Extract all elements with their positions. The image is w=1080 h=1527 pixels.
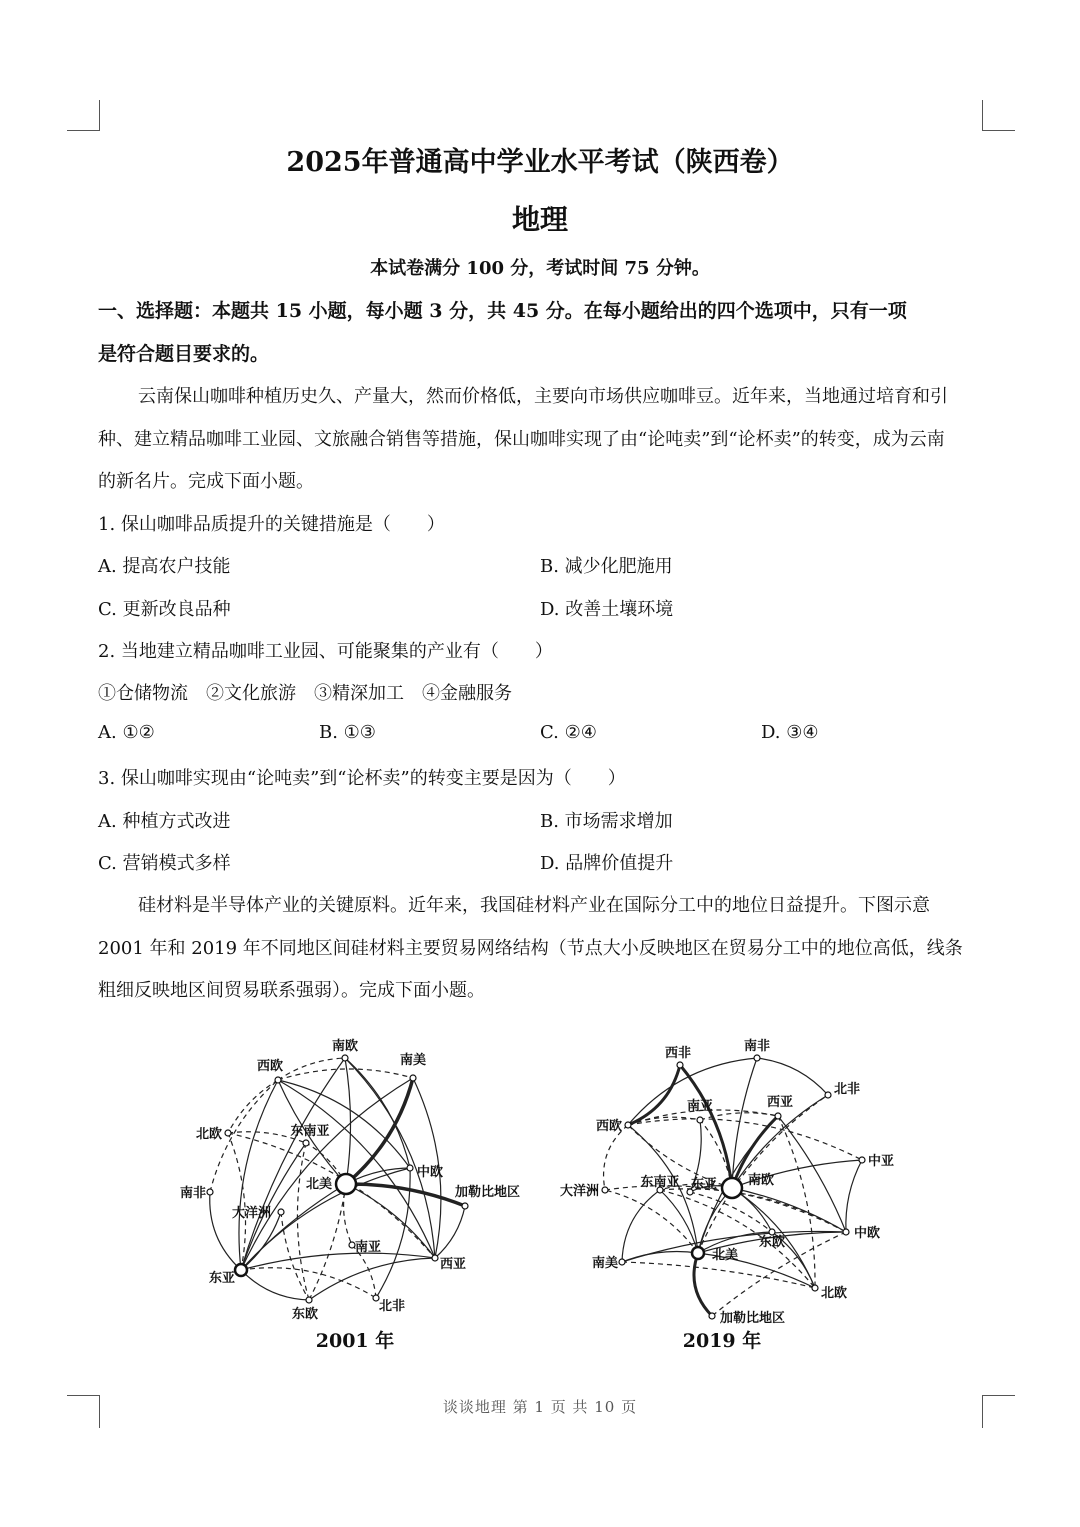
net2019-node-2 xyxy=(825,1092,831,1098)
question-1-option-b: B. 减少化肥施用 xyxy=(540,556,673,577)
net2001-node-label: 中欧 xyxy=(416,1165,444,1180)
net2001-link-9 xyxy=(309,1184,346,1300)
question-3-option-d: D. 品牌价值提升 xyxy=(540,853,674,874)
net2019-node-0 xyxy=(677,1062,683,1068)
net2019-node-16 xyxy=(709,1313,715,1319)
net2001-link-36 xyxy=(281,1212,309,1300)
caption-2019: 2019 年 xyxy=(682,1330,762,1352)
question-3-stem: 3. 保山咖啡实现由“论吨卖”到“论杯卖”的转变主要是因为（ ） xyxy=(98,768,626,789)
net2019-link-3 xyxy=(694,1253,712,1316)
question-1-option-d: D. 改善土壤环境 xyxy=(540,599,674,620)
net2019-node-label: 西亚 xyxy=(766,1095,794,1110)
question-3-option-c: C. 营销模式多样 xyxy=(98,853,231,874)
net2001-node-label: 东欧 xyxy=(291,1307,319,1322)
net2001-link-29 xyxy=(228,1133,435,1258)
net2019-link-28 xyxy=(604,1125,628,1190)
net2019-node-1 xyxy=(754,1055,760,1061)
net2019-node-6 xyxy=(859,1157,865,1163)
passage2-line-3: 粗细反映地区间贸易联系强弱）。完成下面小题。 xyxy=(98,980,485,1001)
net2019-node-3 xyxy=(697,1117,703,1123)
net2019-link-27 xyxy=(628,1119,862,1160)
net2001-node-label: 大洋洲 xyxy=(231,1206,271,1221)
net2019-node-13 xyxy=(692,1247,704,1259)
caption-2001: 2001 年 xyxy=(315,1330,395,1352)
net2001-node-label: 北非 xyxy=(378,1299,406,1314)
section-heading-line-2: 是符合题目要求的。 xyxy=(98,343,270,365)
exam-title: 2025年普通高中学业水平考试（陕西卷） xyxy=(286,147,794,178)
net2019-node-label: 加勒比地区 xyxy=(720,1311,786,1326)
net2019-node-label: 南非 xyxy=(743,1039,771,1054)
net2019-link-21 xyxy=(622,1252,698,1262)
net2019-node-label: 北非 xyxy=(834,1082,861,1097)
net2019-node-label: 东亚 xyxy=(690,1177,718,1192)
net2001-link-18 xyxy=(241,1268,376,1298)
net2019-link-37 xyxy=(757,1058,828,1095)
trade-network-figure xyxy=(180,1030,920,1360)
net2001-node-label: 西欧 xyxy=(256,1059,284,1074)
question-2-option-d: D. ③④ xyxy=(761,722,819,743)
net2001-node-label: 东亚 xyxy=(208,1271,235,1286)
net2019-node-label: 西非 xyxy=(664,1046,692,1061)
question-3-option-b: B. 市场需求增加 xyxy=(540,811,673,832)
question-2-items: ①仓储物流 ②文化旅游 ③精深加工 ④金融服务 xyxy=(98,683,512,704)
passage1-line-3: 的新名片。完成下面小题。 xyxy=(98,471,314,492)
net2001-node-label: 北欧 xyxy=(195,1127,222,1142)
net2019-node-14 xyxy=(619,1259,625,1265)
crop-mark-top-left xyxy=(67,100,100,131)
net2001-node-label: 南非 xyxy=(180,1186,206,1201)
net2001-link-8 xyxy=(241,1184,346,1270)
net2019-node-label: 中欧 xyxy=(854,1226,881,1241)
net2001-node-12 xyxy=(235,1264,247,1276)
net2019-node-label: 南欧 xyxy=(748,1173,775,1188)
net2019-node-label: 南美 xyxy=(591,1256,618,1271)
net2001-node-8 xyxy=(207,1189,213,1195)
net2001-node-label: 南美 xyxy=(399,1053,427,1068)
question-2-option-c: C. ②④ xyxy=(540,722,597,743)
net2001-link-17 xyxy=(241,1270,309,1300)
question-2-stem: 2. 当地建立精品咖啡工业园、可能聚集的产业有（ ） xyxy=(98,641,553,662)
page-footer: 谈谈地理 第 1 页 共 10 页 xyxy=(442,1398,638,1416)
net2001-node-label: 西亚 xyxy=(439,1257,467,1272)
net2001-node-4 xyxy=(303,1140,309,1146)
net2019-node-label: 东欧 xyxy=(758,1235,786,1250)
crop-mark-top-right xyxy=(982,100,1015,131)
net2019-node-label: 北美 xyxy=(712,1248,739,1263)
net2001-node-13 xyxy=(306,1297,312,1303)
question-3-option-a: A. 种植方式改进 xyxy=(98,811,231,832)
net2001-link-30 xyxy=(210,1192,241,1270)
net2019-node-15 xyxy=(812,1285,818,1291)
passage1-line-1: 云南保山咖啡种植历史久、产量大，然而价格低，主要向市场供应咖啡豆。近年来，当地通过培育和引 xyxy=(138,386,948,407)
question-2-option-a: A. ①② xyxy=(98,722,155,743)
net2001-link-13 xyxy=(228,1133,246,1270)
net2019-node-label: 中亚 xyxy=(868,1154,895,1169)
net2001-node-9 xyxy=(278,1209,284,1215)
net2001-link-1 xyxy=(346,1184,465,1206)
passage2-line-2: 2001 年和 2019 年不同地区间硅材料主要贸易网络结构（节点大小反映地区在贸易分工中的地位高低，线条 xyxy=(98,938,963,959)
net2001-link-2 xyxy=(345,1058,351,1184)
net2019-node-12 xyxy=(843,1229,849,1235)
net2001-node-0 xyxy=(342,1055,348,1061)
net2001-link-22 xyxy=(228,1080,278,1133)
net2019-node-label: 大洋洲 xyxy=(559,1184,599,1199)
net2019-node-5 xyxy=(625,1122,631,1128)
subject-title: 地理 xyxy=(511,203,568,236)
question-1-option-c: C. 更新改良品种 xyxy=(98,599,231,620)
net2019-link-30 xyxy=(660,1190,815,1288)
question-1-stem: 1. 保山咖啡品质提升的关键措施是（ ） xyxy=(98,514,445,535)
net2001-node-label: 南欧 xyxy=(331,1039,359,1054)
net2019-node-label: 西欧 xyxy=(595,1119,622,1134)
net2019-node-10 xyxy=(722,1178,742,1198)
section-heading-line-1: 一、选择题：本题共 15 小题，每小题 3 分，共 45 分。在每小题给出的四个选项中，只有一项 xyxy=(98,300,907,322)
net2019-node-label: 北欧 xyxy=(821,1286,848,1301)
net2001-node-2 xyxy=(275,1077,281,1083)
net2019-link-43 xyxy=(846,1160,862,1232)
net2019-link-29 xyxy=(660,1189,846,1232)
net2001-node-1 xyxy=(410,1075,416,1081)
net2019-link-31 xyxy=(622,1190,660,1262)
net2001-node-label: 加勒比地区 xyxy=(455,1185,521,1200)
question-1-option-a: A. 提高农户技能 xyxy=(98,556,231,577)
net2019-node-label: 东南亚 xyxy=(640,1175,680,1190)
net2001-node-3 xyxy=(225,1130,231,1136)
question-2-option-b: B. ①③ xyxy=(319,722,376,743)
net2019-node-4 xyxy=(775,1113,781,1119)
net2019-node-label: 南亚 xyxy=(686,1099,714,1114)
net2001-node-label: 南亚 xyxy=(354,1240,382,1255)
net2001-node-11 xyxy=(432,1255,438,1261)
passage2-line-1: 硅材料是半导体产业的关键原料。近年来，我国硅材料产业在国际分工中的地位日益提升。下图示意 xyxy=(138,895,930,916)
net2001-node-6 xyxy=(336,1174,356,1194)
net2001-link-21 xyxy=(278,1069,413,1080)
net2001-node-label: 东南亚 xyxy=(290,1124,330,1139)
exam-info: 本试卷满分 100 分，考试时间 75 分钟。 xyxy=(370,258,710,279)
net2001-node-5 xyxy=(407,1165,413,1171)
net2001-node-7 xyxy=(462,1203,468,1209)
net2001-node-label: 北美 xyxy=(305,1177,332,1192)
passage1-line-2: 种、建立精品咖啡工业园、文旅融合销售等措施，保山咖啡实现了由“论吨卖”到“论杯卖”的转变，成为云南 xyxy=(98,429,945,450)
net2019-node-7 xyxy=(602,1187,608,1193)
